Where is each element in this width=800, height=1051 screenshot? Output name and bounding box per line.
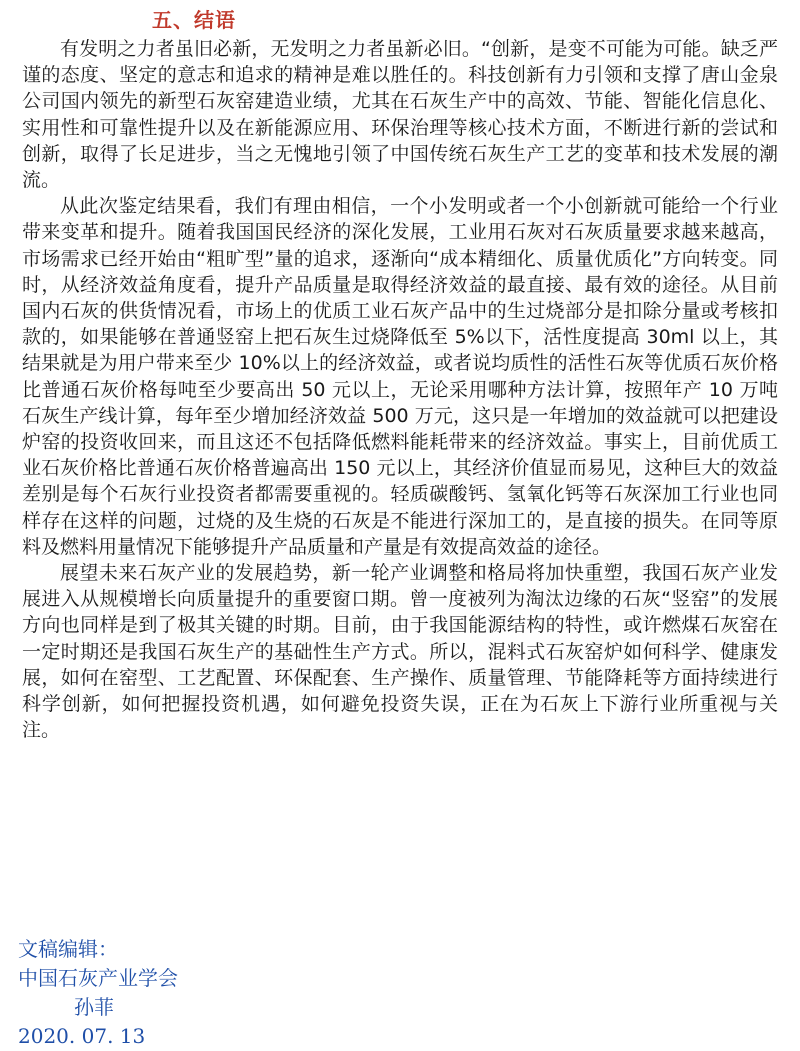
signature-role: 文稿编辑： bbox=[18, 937, 118, 961]
section-title: 五、结语 bbox=[152, 8, 236, 32]
signature-name: 孙菲 bbox=[74, 995, 114, 1019]
paragraph-economic-benefit: 从此次鉴定结果看，我们有理由相信，一个小发明或者一个小创新就可能给一个行业带来变革和提升。随着我国国民经济的深化发展，工业用石灰对石灰质量要求越来越高，市场需求已经开始由“粗旷型”量的追求，逐渐向“成本精细化、质量优质化”方向转变。同时，从经济效益角度看，提升产品质量是取得经济效益的最直接、最有效的途径。从目前国内石灰的供货情况看，市场上的优质工业石灰产品中的生过烧部分是扣除分量或考核扣款的，如果能够在普通竖窑上把石灰生过烧降低至 5%以下，活性度提高 30ml 以上，其结果就是为用户带来至少 10%以上的经济效益，或者说均质性的活性石灰等优质石灰价格比普通石灰价格每吨至少要高出 50 元以上，无论采用哪种方法计算，按照年产 10 万吨石灰生产线计算，每年至少增加经济效益 500 万元，这只是一年增加的效益就可以把建设炉窑的投资收回来，而且这还不包括降低燃料能耗带来的经济效益。事实上，目前优质工业石灰价格比普通石灰价格普遍高出 150 元以上，其经济价值显而易见，这种巨大的效益差别是每个石灰行业投资者都需要重视的。轻质碳酸钙、氢氧化钙等石灰深加工行业也同样存在这样的问题，过烧的及生烧的石灰是不能进行深加工的，是直接的损失。在同等原料及燃料用量情况下能够提升产品质量和产量是有效提高效益的途径。 bbox=[22, 195, 778, 558]
signature-organization: 中国石灰产业学会 bbox=[18, 966, 178, 990]
paragraph-innovation: 有发明之力者虽旧必新，无发明之力者虽新必旧。“创新，是变不可能为可能。缺乏严谨的态度、坚定的意志和追求的精神是难以胜任的。科技创新有力引领和支撑了唐山金泉公司国内领先的新型石灰窑建造业绩，尤其在石灰生产中的高效、节能、智能化信息化、实用性和可靠性提升以及在新能源应用、环保治理等核心技术方面，不断进行新的尝试和创新，取得了长足进步，当之无愧地引领了中国传统石灰生产工艺的变革和技术发展的潮流。 bbox=[22, 38, 778, 192]
signature-date: 2020. 07. 13 bbox=[18, 1024, 146, 1048]
paragraph-outlook: 展望未来石灰产业的发展趋势，新一轮产业调整和格局将加快重塑，我国石灰产业发展进入从规模增长向质量提升的重要窗口期。曾一度被列为淘汰边缘的石灰“竖窑”的发展方向也同样是到了极其关键的时期。目前，由于我国能源结构的特性，或许燃煤石灰窑在一定时期还是我国石灰生产的基础性生产方式。所以，混料式石灰窑炉如何科学、健康发展，如何在窑型、工艺配置、环保配套、生产操作、质量管理、节能降耗等方面持续进行科学创新，如何把握投资机遇，如何避免投资失误，正在为石灰上下游行业所重视与关注。 bbox=[22, 562, 778, 742]
article-body bbox=[22, 36, 778, 743]
signature-block bbox=[18, 935, 178, 1051]
